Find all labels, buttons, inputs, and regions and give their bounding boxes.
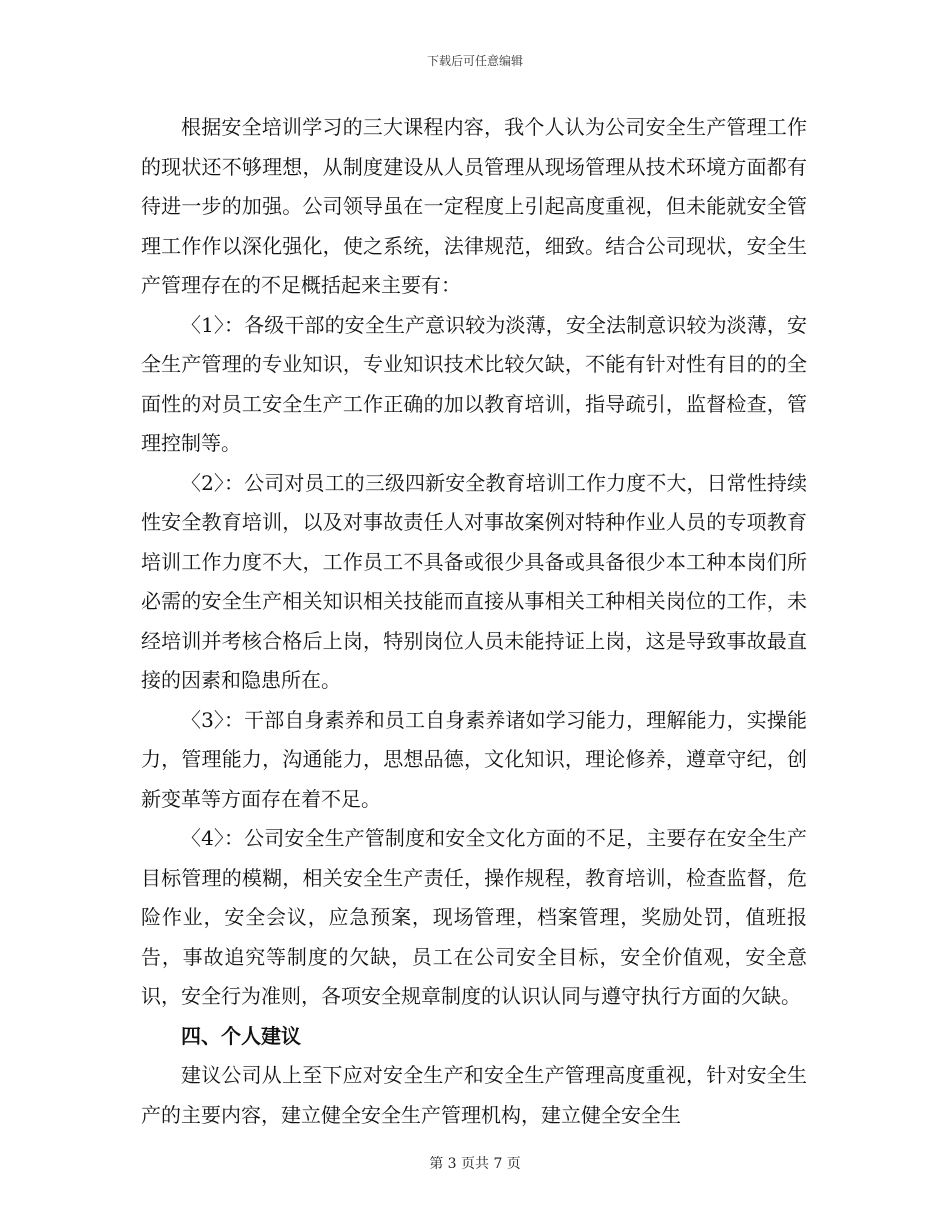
document-body (141, 108, 807, 1135)
page-header: 下载后可任意编辑 (426, 54, 523, 68)
suggestion-paragraph: 建议公司从上至下应对安全生产和安全生产管理高度重视，针对安全生产的主要内容，建立健全安全生产管理机构，建立健全安全生 (141, 1063, 807, 1127)
section-heading: 四、个人建议 (181, 1023, 301, 1048)
list-item-3: 〈3〉：干部自身素养和员工自身素养诸如学习能力，理解能力，实操能力，管理能力，沟通能力，思想品德，文化知识，理论修养，遵章守纪，创新变革等方面存在着不足。 (141, 707, 807, 811)
list-item-1: 〈1〉：各级干部的安全生产意识较为淡薄，安全法制意识较为淡薄，安全生产管理的专业知识，专业知识技术比较欠缺，不能有针对性有目的的全面性的对员工安全生产工作正确的加以教育培训，指导疏引，监督检查，管理控制等。 (141, 312, 807, 455)
list-item-2: 〈2〉：公司对员工的三级四新安全教育培训工作力度不大，日常性持续性安全教育培训，以及对事故责任人对事故案例对特种作业人员的专项教育培训工作力度不大，工作员工不具备或很少具备或具备很少本工种本岗们所必需的安全生产相关知识相关技能而直接从事相关工种相关岗位的工作，未经培训并考核合格后上岗，特别岗位人员未能持证上岗，这是导致事故最直接的因素和隐患所在。 (141, 470, 807, 692)
page-number: 第 3 页共 7 页 (429, 1156, 521, 1172)
list-item-4: 〈4〉：公司安全生产管制度和安全文化方面的不足，主要存在安全生产目标管理的模糊，相关安全生产责任，操作规程，教育培训，检查监督，危险作业，安全会议，应急预案，现场管理，档案管理，奖励处罚，值班报告，事故追究等制度的欠缺，员工在公司安全目标，安全价值观，安全意识，安全行为准则，各项安全规章制度的认识认同与遵守执行方面的欠缺。 (141, 826, 807, 1008)
intro-paragraph: 根据安全培训学习的三大课程内容，我个人认为公司安全生产管理工作的现状还不够理想，从制度建设从人员管理从现场管理从技术环境方面都有待进一步的加强。公司领导虽在一定程度上引起高度重视，但未能就安全管理工作作以深化强化，使之系统，法律规范，细致。结合公司现状，安全生产管理存在的不足概括起来主要有： (141, 115, 807, 297)
